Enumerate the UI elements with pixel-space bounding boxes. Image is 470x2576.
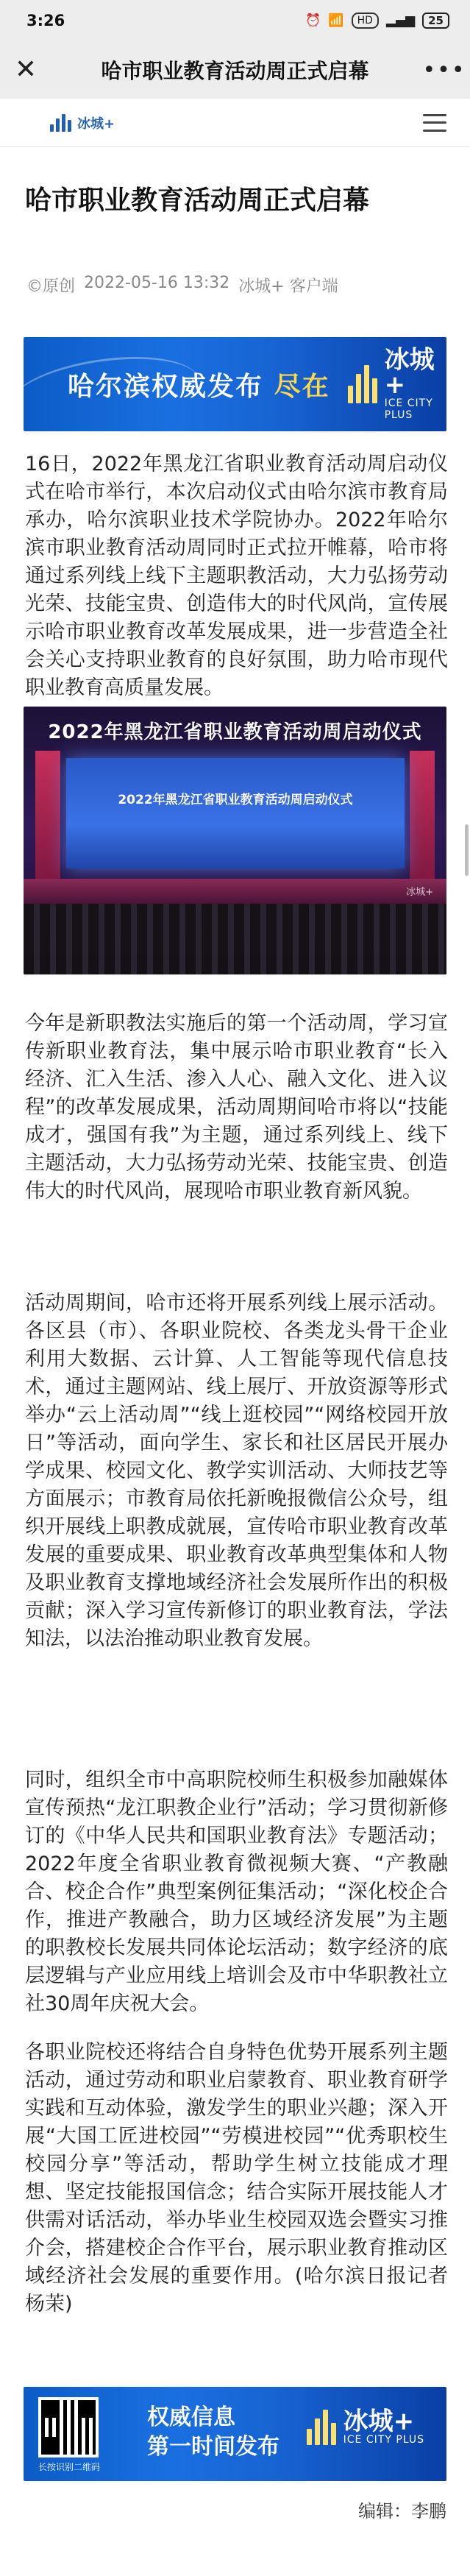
stage-pillar-right xyxy=(410,751,435,891)
bottom-logo-bars-icon xyxy=(307,2410,336,2445)
editor-credit: 编辑：李鹏 xyxy=(358,2501,446,2522)
banner-slogan-b: 尽在 xyxy=(274,371,330,402)
alarm-icon: ⏰ xyxy=(305,13,321,28)
more-icon[interactable]: ••• xyxy=(422,57,466,83)
battery-icon xyxy=(422,13,449,29)
banner-logo xyxy=(348,347,446,421)
screen-title: 2022年黑龙江省职业教育活动周启动仪式 xyxy=(118,793,353,807)
wifi-icon: 📶 xyxy=(328,13,344,28)
close-icon[interactable]: ✕ xyxy=(14,54,38,85)
meta-client: 冰城+ 客户端 xyxy=(238,277,338,296)
article-title: 哈市职业教育活动周正式启幕 xyxy=(25,185,370,216)
photo-watermark: 冰城+ xyxy=(406,887,433,898)
stage-screen xyxy=(66,758,405,868)
site-header xyxy=(0,99,470,147)
site-logo-text: 冰城+ xyxy=(77,116,115,132)
bottom-slogan-line2: 第一时间发布 xyxy=(147,2434,279,2460)
photo-headline: 2022年黑龙江省职业教育活动周启动仪式 xyxy=(48,721,422,743)
meta-datetime: 2022-05-16 13:32 xyxy=(84,274,230,292)
scrollbar[interactable] xyxy=(465,824,469,876)
meta-source: ©原创 xyxy=(26,277,76,296)
top-banner xyxy=(24,337,446,431)
event-photo xyxy=(24,707,446,974)
paragraph-4: 同时，组织全市中高职院校师生积极参加融媒体宣传预热“龙江职教企业行”活动；学习贯彻新修订的《中华人民共和国职业教育法》专题活动；2022年度全省职业教育微视频大赛、“产教融合、校企合作”典型案例征集活动；“深化校企合作，推进产教融合，助力区域经济发展”为主题的职教校长发展共同体论坛活动；数字经济的底层逻辑与产业应用线上培训会及市中华职教社立社30周年庆祝大会。 xyxy=(25,1769,448,2015)
banner-swoosh xyxy=(24,346,204,431)
battery-level: 25 xyxy=(428,14,444,27)
banner-slogan-a: 哈尔滨权威发布 xyxy=(68,371,264,402)
status-bar xyxy=(0,0,470,41)
bottom-banner-logo xyxy=(307,2409,424,2446)
bottom-slogan-line1: 权威信息 xyxy=(147,2405,235,2430)
site-logo[interactable] xyxy=(50,113,115,132)
paragraph-5: 各职业院校还将结合自身特色优势开展系列主题活动，通过劳动和职业启蒙教育、职业教育研学实践和互动体验，激发学生的职业兴趣；深入开展“大国工匠进校园”“劳模进校园”“优秀职校生校园分享”等活动，帮助学生树立技能成才理想、坚定技能报国信念；结合实际开展技能人才供需对话活动，举办毕业生校园双选会暨实习推介会，搭建校企合作平台，展示职业教育推动区域经济社会发展的重要作用。(哈尔滨日报记者 杨茉) xyxy=(25,2041,448,2315)
qr-code[interactable] xyxy=(38,2397,99,2458)
status-time: 3:26 xyxy=(26,12,65,29)
nav-title: 哈市职业教育活动周正式启幕 xyxy=(101,59,369,83)
logo-icon xyxy=(50,114,71,132)
paragraph-1: 16日，2022年黑龙江省职业教育活动周启动仪式在哈市举行，本次启动仪式由哈尔滨市教育局承办，哈尔滨职业技术学院协办。2022年哈尔滨市职业教育活动周同时正式拉开帷幕，哈市将通过系列线上线下主题职教活动，大力弘扬劳动光荣、技能宝贵、创造伟大的时代风尚，宣传展示哈市职业教育改革发展成果，进一步营造全社会关心支持职业教育的良好氛围，助力哈市现代职业教育高质量发展。 xyxy=(25,453,448,699)
bottom-banner-brand: 冰城+ xyxy=(343,2407,415,2436)
paragraph-2: 今年是新职教法实施后的第一个活动周，学习宣传新职业教育法，集中展示哈市职业教育“长入经济、汇入生活、渗入人心、融入文化、进入议程”的改革发展成果，活动周期间哈市将以“技能成才，强国有我”为主题，通过系列线上、线下主题活动，大力弘扬劳动光荣、技能宝贵、创造伟大的时代风尚，展现哈市职业教育新风貌。 xyxy=(25,1012,448,1203)
audience xyxy=(24,904,446,974)
banner-brand-sub: ICE CITY PLUS xyxy=(384,397,433,421)
bottom-banner-brand-sub: ICE CITY PLUS xyxy=(343,2434,424,2446)
paragraph-3: 活动周期间，哈市还将开展系列线上展示活动。各区县（市）、各职业院校、各类龙头骨干企业利用大数据、云计算、人工智能等现代信息技术，通过主题网站、线上展厅、开放资源等形式举办“云上活动周”“线上逛校园”“网络校园开放日”等活动，面向学生、家长和社区居民开展办学成果、校园文化、教学实训活动、大师技艺等方面展示；市教育局依托新晚报微信公众号，组织开展线上职教成就展，宣传哈市职业教育改革发展的重要成果、职业教育改革典型集体和人物及职业教育支撑地域经济社会发展所作出的积极贡献；深入学习宣传新修订的职业教育法，学法知法，以法治推动职业教育发展。 xyxy=(25,1292,448,1650)
menu-icon[interactable] xyxy=(423,114,446,132)
bottom-slogan xyxy=(147,2403,279,2462)
qr-caption: 长按识别二维码 xyxy=(38,2462,100,2472)
signal-icon: ▂▄▆ xyxy=(385,13,416,28)
nav-bar xyxy=(0,41,470,99)
stage-pillar-left xyxy=(35,751,60,891)
article-meta xyxy=(26,274,338,297)
banner-brand: 冰城+ xyxy=(384,345,435,400)
bottom-banner xyxy=(24,2387,446,2481)
logo-bars-icon xyxy=(348,365,377,403)
status-icons xyxy=(305,13,449,29)
hd-badge: HD xyxy=(352,13,379,29)
